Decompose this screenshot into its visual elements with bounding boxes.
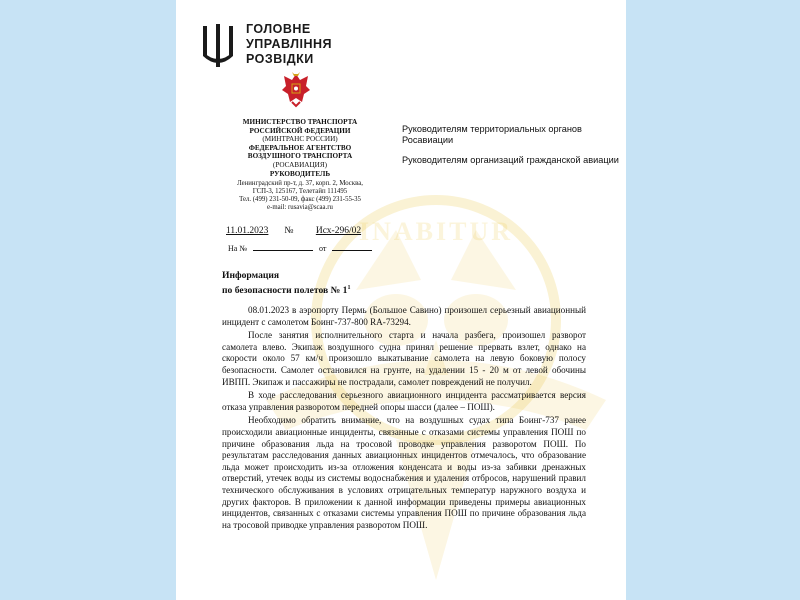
sender-agency: ФЕДЕРАЛЬНОЕ АГЕНТСТВО (248, 143, 352, 152)
document-page (176, 0, 626, 600)
body-paragraph-3: В ходе расследования серьезного авиационного инцидента рассматривается версия отказа управления разворотом передней опоры шасси (далее – ПОШ). (222, 390, 586, 412)
sender-agency-short: (РОСАВИАЦИЯ) (272, 160, 328, 169)
svg-text:INABITUR: INABITUR (358, 217, 514, 246)
sender-agency-line2: ВОЗДУШНОГО ТРАНСПОРТА (247, 152, 353, 161)
registration-line (226, 226, 406, 236)
sender-block (220, 118, 380, 212)
document-title (222, 270, 350, 297)
sender-ministry-short: (МИНТРАНС РОССИИ) (262, 135, 338, 144)
sender-address-line3: Тел. (499) 231-50-09, факс (499) 231-55-35 (239, 196, 361, 204)
body-paragraph-2: После занятия исполнительного старта и начала разбега, произошел разворот самолета влево. Экипаж воздушного судна принял решение прервать взлет, однако на скорости около 57 км/ч произошло выкатывание самолета на левую боковую полосу безопасности. Самолет остановился на грунте, на удалении 15 - 20 м от левой обочины ИВПП. Экипаж и пассажиры не пострадали, самолет повреждений не получил. (222, 330, 586, 387)
reply-from-label: от (318, 244, 327, 253)
addressee-territorial: Руководителям территориальных органов Росавиации (402, 124, 582, 145)
gur-logo-line3: РОЗВІДКИ (246, 52, 314, 66)
sender-email: e-mail: rusavia@scaa.ru (267, 204, 333, 212)
gur-logo-line2: УПРАВЛІННЯ (246, 37, 333, 51)
sender-address (220, 180, 380, 212)
addressee-organizations: Руководителям организаций гражданской авиации (402, 155, 619, 165)
registration-number-label: № (284, 226, 294, 236)
document-title-line2-text: по безопасности полетов № 1 (222, 285, 348, 297)
reply-date-blank (332, 242, 372, 251)
sender-ministry: МИНИСТЕРСТВО ТРАНСПОРТА (242, 118, 358, 126)
reply-line (228, 242, 372, 253)
document-title-line2 (222, 282, 350, 297)
gur-trident-icon (200, 22, 236, 68)
addressees-block (402, 124, 622, 175)
gur-logo-line1: ГОЛОВНЕ (246, 22, 311, 36)
sender-head: РУКОВОДИТЕЛЬ (269, 169, 331, 178)
document-body (222, 305, 586, 533)
sender-address-line2: ГСП-3, 125167, Телетайп 111495 (252, 188, 348, 196)
reply-number-label: На № (228, 244, 247, 253)
body-paragraph-4: Необходимо обратить внимание, что на воздушных судах типа Боинг-737 ранее происходили авиационные инциденты, связанные с отказами системы управления ПОШ по причине образования льда на тросовой проводке управления разворотом ПОШ. По результатам расследования данных авиационных инцидентов отмечалось, что образование льда может происходить из-за отложения конденсата и воды из-за забивки дренажных отверстий, утечек воды из системы водоснабжения и удаления отбросов, нарушений правил технического обслуживания в условиях отрицательных температур наружного воздуха и других факторов. В приложении к данной информации приведены примеры авиационных инцидентов, связанных с отказами системы управления ПОШ по причине образования льда на тросовой приводке управления разворотом ПОШ. (222, 415, 586, 530)
reply-number-blank (253, 242, 313, 251)
sender-address-line1: Ленинградский пр-т, д. 37, корп. 2, Москва, (237, 180, 363, 188)
sender-federation: РОССИЙСКОЙ ФЕДЕРАЦИИ (249, 126, 351, 135)
gur-logo-text (246, 22, 332, 67)
body-paragraph-1: 08.01.2023 в аэропорту Пермь (Большое Савино) произошел серьезный авиационный инцидент с самолетом Боинг-737-800 RA-73294. (222, 305, 586, 327)
document-title-footnote: 1 (347, 285, 351, 291)
gur-logo (200, 22, 332, 68)
document-title-line1: Информация (222, 270, 280, 281)
russian-eagle-crest-icon (280, 70, 312, 108)
registration-date: 11.01.2023 (226, 226, 269, 236)
registration-number: Исх-296/02 (315, 226, 362, 236)
